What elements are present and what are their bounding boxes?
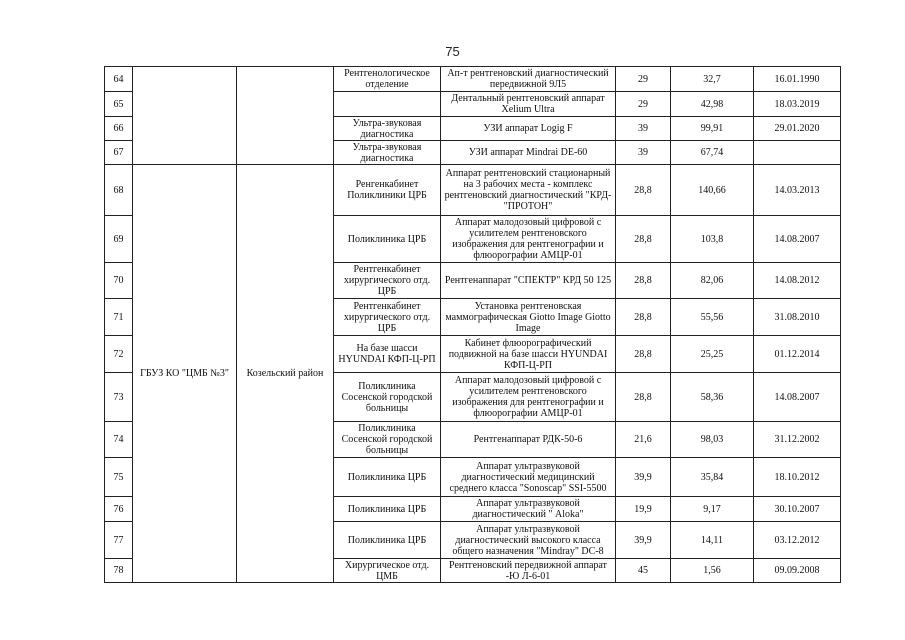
row-number: 75 [105,458,133,497]
value-cell: 98,03 [671,422,754,458]
row-number: 71 [105,299,133,336]
department-cell [334,92,441,117]
district-cell: Козельский район [237,165,334,583]
date-cell: 01.12.2014 [754,336,841,373]
table-row [105,165,841,216]
row-number: 77 [105,522,133,559]
department-cell: Рентгенологическое отделение [334,67,441,92]
department-cell: Поликлиника ЦРБ [334,216,441,263]
row-number: 66 [105,117,133,141]
date-cell: 18.03.2019 [754,92,841,117]
date-cell: 31.12.2002 [754,422,841,458]
value-cell: 103,8 [671,216,754,263]
value-cell: 35,84 [671,458,754,497]
date-cell: 14.08.2007 [754,373,841,422]
device-cell: Кабинет флюорографический подвижной на базе шасси HYUNDAI КФП-Ц-РП [441,336,616,373]
date-cell: 09.09.2008 [754,559,841,583]
device-cell: Ап-т рентгеновский диагностический передвижной 9Л5 [441,67,616,92]
date-cell: 29.01.2020 [754,117,841,141]
row-number: 74 [105,422,133,458]
year-cell: 28,8 [616,165,671,216]
row-number: 67 [105,141,133,165]
date-cell: 30.10.2007 [754,497,841,522]
device-cell: УЗИ аппарат Logig F [441,117,616,141]
year-cell: 39,9 [616,522,671,559]
value-cell: 42,98 [671,92,754,117]
date-cell: 03.12.2012 [754,522,841,559]
row-number: 78 [105,559,133,583]
department-cell: На базе шасси HYUNDAI КФП-Ц-РП [334,336,441,373]
org-cell-upper [133,67,237,165]
value-cell: 67,74 [671,141,754,165]
page-number: 75 [445,44,460,59]
date-cell: 31.08.2010 [754,299,841,336]
department-cell: Рентгенкабинет хирургического отд. ЦРБ [334,263,441,299]
device-cell: Аппарат ультразвуковой диагностический высокого класса общего назначения "Mindray" DC-8 [441,522,616,559]
row-number: 64 [105,67,133,92]
year-cell: 45 [616,559,671,583]
row-number: 69 [105,216,133,263]
row-number: 65 [105,92,133,117]
value-cell: 1,56 [671,559,754,583]
value-cell: 82,06 [671,263,754,299]
equipment-table [104,66,841,583]
date-cell [754,141,841,165]
department-cell: Рентгенкабинет хирургического отд. ЦРБ [334,299,441,336]
device-cell: Аппарат малодозовый цифровой с усилителем рентгеновского изображения для рентгенографии и флюорографии АМЦР-01 [441,216,616,263]
row-number: 76 [105,497,133,522]
department-cell: Поликлиника Сосенской городской больницы [334,422,441,458]
value-cell: 25,25 [671,336,754,373]
row-number: 72 [105,336,133,373]
year-cell: 39 [616,141,671,165]
row-number: 68 [105,165,133,216]
year-cell: 39,9 [616,458,671,497]
value-cell: 9,17 [671,497,754,522]
device-cell: Дентальный рентгеновский аппарат Xelium Ultra [441,92,616,117]
value-cell: 55,56 [671,299,754,336]
department-cell: Поликлиника Сосенской городской больницы [334,373,441,422]
device-cell: Рентгеновский передвижной аппарат -Ю Л-6-01 [441,559,616,583]
year-cell: 21,6 [616,422,671,458]
year-cell: 19,9 [616,497,671,522]
device-cell: Аппарат малодозовый цифровой с усилителем рентгеновского изображения для рентгенографии и флюорографии АМЦР-01 [441,373,616,422]
year-cell: 28,8 [616,263,671,299]
value-cell: 14,11 [671,522,754,559]
department-cell: Ультра-звуковая диагностика [334,141,441,165]
device-cell: Рентгенаппарат "СПЕКТР" КРД 50 125 [441,263,616,299]
value-cell: 140,66 [671,165,754,216]
department-cell: Поликлиника ЦРБ [334,497,441,522]
year-cell: 39 [616,117,671,141]
date-cell: 16.01.1990 [754,67,841,92]
year-cell: 28,8 [616,336,671,373]
department-cell: Хирургическое отд. ЦМБ [334,559,441,583]
year-cell: 29 [616,92,671,117]
year-cell: 28,8 [616,299,671,336]
device-cell: Аппарат ультразвуковой диагностический " Aloka" [441,497,616,522]
device-cell: УЗИ аппарат Mindrai DE-60 [441,141,616,165]
row-number: 73 [105,373,133,422]
department-cell: Поликлиника ЦРБ [334,522,441,559]
device-cell: Аппарат ультразвуковой диагностический медицинский среднего класса "Sonoscap" SSI-5500 [441,458,616,497]
year-cell: 28,8 [616,373,671,422]
department-cell: Ренгенкабинет Поликлиники ЦРБ [334,165,441,216]
organization-cell: ГБУЗ КО "ЦМБ №3" [133,165,237,583]
department-cell: Ультра-звуковая диагностика [334,117,441,141]
department-cell: Поликлиника ЦРБ [334,458,441,497]
date-cell: 14.08.2012 [754,263,841,299]
value-cell: 32,7 [671,67,754,92]
year-cell: 28,8 [616,216,671,263]
row-number: 70 [105,263,133,299]
table-row [105,67,841,92]
device-cell: Рентгенаппарат РДК-50-6 [441,422,616,458]
device-cell: Установка рентгеновская маммографическая Giotto Image Giotto Image [441,299,616,336]
value-cell: 58,36 [671,373,754,422]
value-cell: 99,91 [671,117,754,141]
date-cell: 14.03.2013 [754,165,841,216]
date-cell: 14.08.2007 [754,216,841,263]
year-cell: 29 [616,67,671,92]
device-cell: Аппарат рентгеновский стационарный на 3 рабочих места - комплекс рентгеновский диагностический "КРД-"ПРОТОН" [441,165,616,216]
date-cell: 18.10.2012 [754,458,841,497]
district-cell-upper [237,67,334,165]
